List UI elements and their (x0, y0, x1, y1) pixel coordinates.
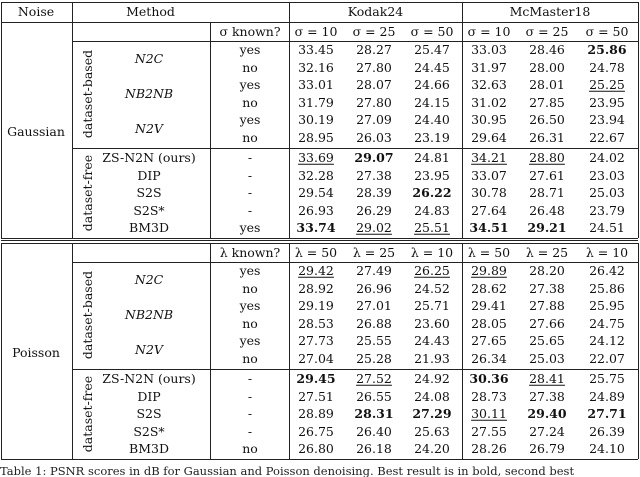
section-bottom-rule (1, 238, 638, 239)
known-flag: yes (239, 333, 261, 348)
noise-type-label: Gaussian (7, 123, 65, 139)
psnr-value: 25.86 (587, 42, 627, 57)
header-known: λ known? (219, 244, 281, 260)
column-divider (72, 243, 73, 459)
column-divider (289, 2, 290, 22)
psnr-value: 28.71 (529, 185, 565, 200)
psnr-value: 24.45 (414, 59, 450, 75)
group-rule (72, 148, 638, 149)
psnr-value: 24.20 (414, 441, 450, 456)
column-divider (462, 22, 463, 238)
known-flag: - (247, 423, 253, 439)
psnr-value: 28.41 (529, 371, 565, 386)
table-caption: Table 1: PSNR scores in dB for Gaussian and Poisson denoising. Best result is in bold, second best (0, 464, 575, 477)
psnr-value: 30.11 (471, 406, 507, 421)
psnr-value: 28.00 (529, 59, 565, 75)
psnr-value: 24.15 (414, 94, 450, 110)
psnr-value: 25.03 (589, 185, 625, 200)
column-divider (462, 2, 463, 22)
psnr-value: 32.16 (298, 59, 334, 75)
psnr-value: 29.02 (356, 220, 392, 235)
known-flag: - (247, 371, 253, 386)
method-name: S2S (136, 185, 162, 200)
psnr-value: 26.79 (529, 441, 565, 456)
psnr-value: 25.25 (589, 77, 625, 92)
psnr-value: 25.03 (529, 350, 565, 366)
group-label: dataset-free (79, 155, 95, 232)
header-noise-level: λ = 25 (352, 244, 396, 260)
psnr-value: 28.20 (529, 263, 565, 278)
psnr-value: 25.28 (356, 350, 392, 366)
psnr-value: 24.89 (589, 388, 625, 404)
psnr-value: 25.75 (589, 371, 625, 386)
method-name: N2C (134, 50, 164, 66)
psnr-value: 27.88 (529, 298, 565, 313)
psnr-value: 25.95 (589, 298, 625, 313)
column-divider (72, 2, 73, 22)
known-flag: no (242, 129, 258, 145)
column-divider (72, 22, 73, 238)
header-noise-level: σ = 25 (352, 23, 396, 39)
known-flag: yes (239, 42, 261, 57)
known-flag: - (247, 150, 253, 165)
psnr-value: 26.93 (298, 202, 334, 218)
method-name: DIP (137, 388, 161, 404)
outer-border-right (638, 243, 639, 459)
psnr-value: 30.36 (469, 371, 509, 386)
psnr-value: 34.21 (471, 150, 507, 165)
psnr-value: 23.79 (589, 202, 625, 218)
header-noise-level: σ = 25 (525, 23, 569, 39)
group-label: dataset-based (79, 49, 95, 139)
psnr-value: 26.25 (414, 263, 450, 278)
known-flag: no (242, 94, 258, 110)
psnr-value: 27.66 (529, 315, 565, 331)
psnr-value: 26.34 (471, 350, 507, 366)
header-noise-level: σ = 10 (294, 23, 338, 39)
column-divider (289, 22, 290, 238)
psnr-value: 24.12 (589, 333, 625, 348)
psnr-value: 30.19 (298, 112, 334, 127)
noise-type-label: Poisson (12, 344, 60, 360)
psnr-value: 33.69 (298, 150, 334, 165)
column-divider (289, 243, 290, 459)
known-flag: - (247, 406, 253, 421)
psnr-value: 30.78 (471, 185, 507, 200)
psnr-value: 33.45 (298, 42, 334, 57)
psnr-value: 28.05 (471, 315, 507, 331)
psnr-value: 26.80 (298, 441, 334, 456)
psnr-value: 33.01 (298, 77, 334, 92)
psnr-value: 23.03 (589, 167, 625, 183)
header-method: Method (126, 3, 175, 19)
psnr-value: 26.42 (589, 263, 625, 278)
psnr-value: 26.39 (589, 423, 625, 439)
known-flag: yes (239, 77, 261, 92)
psnr-value: 22.67 (589, 129, 625, 145)
known-flag: no (242, 59, 258, 75)
psnr-value: 27.85 (529, 94, 565, 110)
psnr-value: 21.93 (414, 350, 450, 366)
psnr-value: 27.38 (529, 280, 565, 296)
psnr-value: 27.61 (529, 167, 565, 183)
outer-border-right (638, 22, 639, 238)
header-kodak24: Kodak24 (347, 3, 404, 19)
psnr-value: 27.38 (529, 388, 565, 404)
psnr-value: 28.46 (529, 42, 565, 57)
known-flag: no (242, 280, 258, 296)
psnr-value: 29.41 (471, 298, 507, 313)
header-noise-level: σ = 50 (585, 23, 629, 39)
header-mcmaster18: McMaster18 (509, 3, 591, 19)
psnr-value: 31.02 (471, 94, 507, 110)
outer-border-right (638, 2, 639, 22)
psnr-value: 27.09 (356, 112, 392, 127)
header-noise-level: λ = 10 (585, 244, 629, 260)
header-noise: Noise (17, 3, 55, 19)
psnr-value: 26.31 (529, 129, 565, 145)
psnr-value: 26.48 (529, 202, 565, 218)
psnr-value: 24.83 (414, 202, 450, 218)
psnr-value: 24.52 (414, 280, 450, 296)
psnr-value: 28.95 (298, 129, 334, 145)
psnr-value: 30.95 (471, 112, 507, 127)
outer-border-left (1, 22, 2, 238)
header-noise-level: σ = 10 (467, 23, 511, 39)
psnr-value: 22.07 (589, 350, 625, 366)
psnr-value: 27.80 (356, 94, 392, 110)
outer-border-left (1, 2, 2, 22)
known-flag: yes (239, 220, 261, 235)
psnr-value: 28.07 (356, 77, 392, 92)
known-flag: - (247, 185, 253, 200)
outer-border-left (1, 243, 2, 459)
psnr-value: 33.07 (471, 167, 507, 183)
psnr-value: 29.21 (527, 220, 567, 235)
psnr-value: 33.74 (296, 220, 336, 235)
method-name: NB2NB (124, 85, 174, 101)
method-name: N2C (134, 271, 164, 287)
psnr-value: 27.65 (471, 333, 507, 348)
psnr-value: 23.94 (589, 112, 625, 127)
psnr-value: 24.10 (589, 441, 625, 456)
psnr-value: 23.60 (414, 315, 450, 331)
psnr-value: 27.38 (356, 167, 392, 183)
psnr-value: 26.55 (356, 388, 392, 404)
psnr-value: 28.73 (471, 388, 507, 404)
psnr-value: 24.51 (589, 220, 625, 235)
psnr-value: 24.66 (414, 77, 450, 92)
psnr-value: 34.51 (469, 220, 509, 235)
known-flag: yes (239, 263, 261, 278)
psnr-value: 27.04 (298, 350, 334, 366)
psnr-value: 27.73 (298, 333, 334, 348)
psnr-value: 27.51 (298, 388, 334, 404)
header-noise-level: σ = 50 (410, 23, 454, 39)
psnr-value: 26.75 (298, 423, 334, 439)
psnr-value: 24.81 (414, 150, 450, 165)
psnr-value: 24.92 (414, 371, 450, 386)
psnr-value: 25.86 (589, 280, 625, 296)
psnr-value: 26.18 (356, 441, 392, 456)
psnr-value: 29.40 (527, 406, 567, 421)
psnr-value: 24.40 (414, 112, 450, 127)
psnr-value: 27.24 (529, 423, 565, 439)
method-name: BM3D (129, 220, 169, 235)
psnr-value: 28.27 (356, 42, 392, 57)
psnr-value: 26.22 (412, 185, 452, 200)
header-known: σ known? (219, 23, 281, 39)
psnr-value: 29.54 (298, 185, 334, 200)
psnr-value: 25.65 (529, 333, 565, 348)
known-flag: - (247, 167, 253, 183)
psnr-value: 26.96 (356, 280, 392, 296)
psnr-value: 28.89 (298, 406, 334, 421)
psnr-value: 24.02 (589, 150, 625, 165)
psnr-value: 24.78 (589, 59, 625, 75)
psnr-value: 27.01 (356, 298, 392, 313)
known-flag: - (247, 202, 253, 218)
psnr-value: 23.19 (414, 129, 450, 145)
psnr-value: 28.31 (354, 406, 394, 421)
psnr-value: 28.26 (471, 441, 507, 456)
psnr-value: 26.88 (356, 315, 392, 331)
section-bottom-rule (1, 459, 638, 460)
psnr-value: 24.08 (414, 388, 450, 404)
psnr-value: 29.07 (354, 150, 394, 165)
psnr-value: 28.62 (471, 280, 507, 296)
column-divider (210, 243, 211, 459)
psnr-value: 26.50 (529, 112, 565, 127)
psnr-value: 29.89 (471, 263, 507, 278)
known-flag: no (242, 315, 258, 331)
known-flag: no (242, 350, 258, 366)
psnr-value: 31.97 (471, 59, 507, 75)
known-flag: yes (239, 298, 261, 313)
psnr-value: 27.64 (471, 202, 507, 218)
column-divider (210, 22, 211, 238)
header-noise-level: λ = 10 (410, 244, 454, 260)
psnr-value: 32.63 (471, 77, 507, 92)
known-flag: yes (239, 112, 261, 127)
psnr-value: 28.01 (529, 77, 565, 92)
psnr-value: 25.71 (414, 298, 450, 313)
group-label: dataset-based (79, 270, 95, 360)
psnr-value: 27.80 (356, 59, 392, 75)
psnr-value: 29.19 (298, 298, 334, 313)
psnr-value: 26.03 (356, 129, 392, 145)
psnr-value: 27.29 (412, 406, 452, 421)
psnr-value: 26.40 (356, 423, 392, 439)
group-label: dataset-free (79, 376, 95, 453)
psnr-value: 27.49 (356, 263, 392, 278)
psnr-value: 33.03 (471, 42, 507, 57)
method-name: BM3D (129, 441, 169, 456)
known-flag: - (247, 388, 253, 404)
psnr-value: 28.53 (298, 315, 334, 331)
header-noise-level: λ = 50 (294, 244, 338, 260)
known-flag: no (242, 441, 258, 456)
psnr-value: 25.63 (414, 423, 450, 439)
method-name: S2S* (133, 202, 165, 218)
method-name: DIP (137, 167, 161, 183)
psnr-value: 27.52 (356, 371, 392, 386)
method-name: S2S* (133, 423, 165, 439)
psnr-value: 31.79 (298, 94, 334, 110)
psnr-value: 24.75 (589, 315, 625, 331)
psnr-value: 32.28 (298, 167, 334, 183)
psnr-value: 26.29 (356, 202, 392, 218)
group-rule (72, 369, 638, 370)
psnr-value: 23.95 (414, 167, 450, 183)
method-name: NB2NB (124, 306, 174, 322)
method-name: N2V (135, 341, 163, 357)
section-separator-rule (1, 240, 638, 241)
method-name: ZS-N2N (ours) (102, 371, 196, 386)
psnr-value: 28.39 (356, 185, 392, 200)
psnr-value: 24.43 (414, 333, 450, 348)
psnr-value: 25.47 (414, 42, 450, 57)
psnr-value: 28.80 (529, 150, 565, 165)
psnr-value: 27.55 (471, 423, 507, 439)
psnr-value: 28.92 (298, 280, 334, 296)
method-name: ZS-N2N (ours) (102, 150, 196, 165)
psnr-value: 23.95 (589, 94, 625, 110)
header-noise-level: λ = 50 (467, 244, 511, 260)
psnr-value: 25.55 (356, 333, 392, 348)
psnr-value: 29.45 (296, 371, 336, 386)
header-noise-level: λ = 25 (525, 244, 569, 260)
method-name: S2S (136, 406, 162, 421)
psnr-value: 25.51 (414, 220, 450, 235)
psnr-value: 29.42 (298, 263, 334, 278)
method-name: N2V (135, 120, 163, 136)
psnr-value: 29.64 (471, 129, 507, 145)
column-divider (462, 243, 463, 459)
psnr-value: 27.71 (587, 406, 627, 421)
